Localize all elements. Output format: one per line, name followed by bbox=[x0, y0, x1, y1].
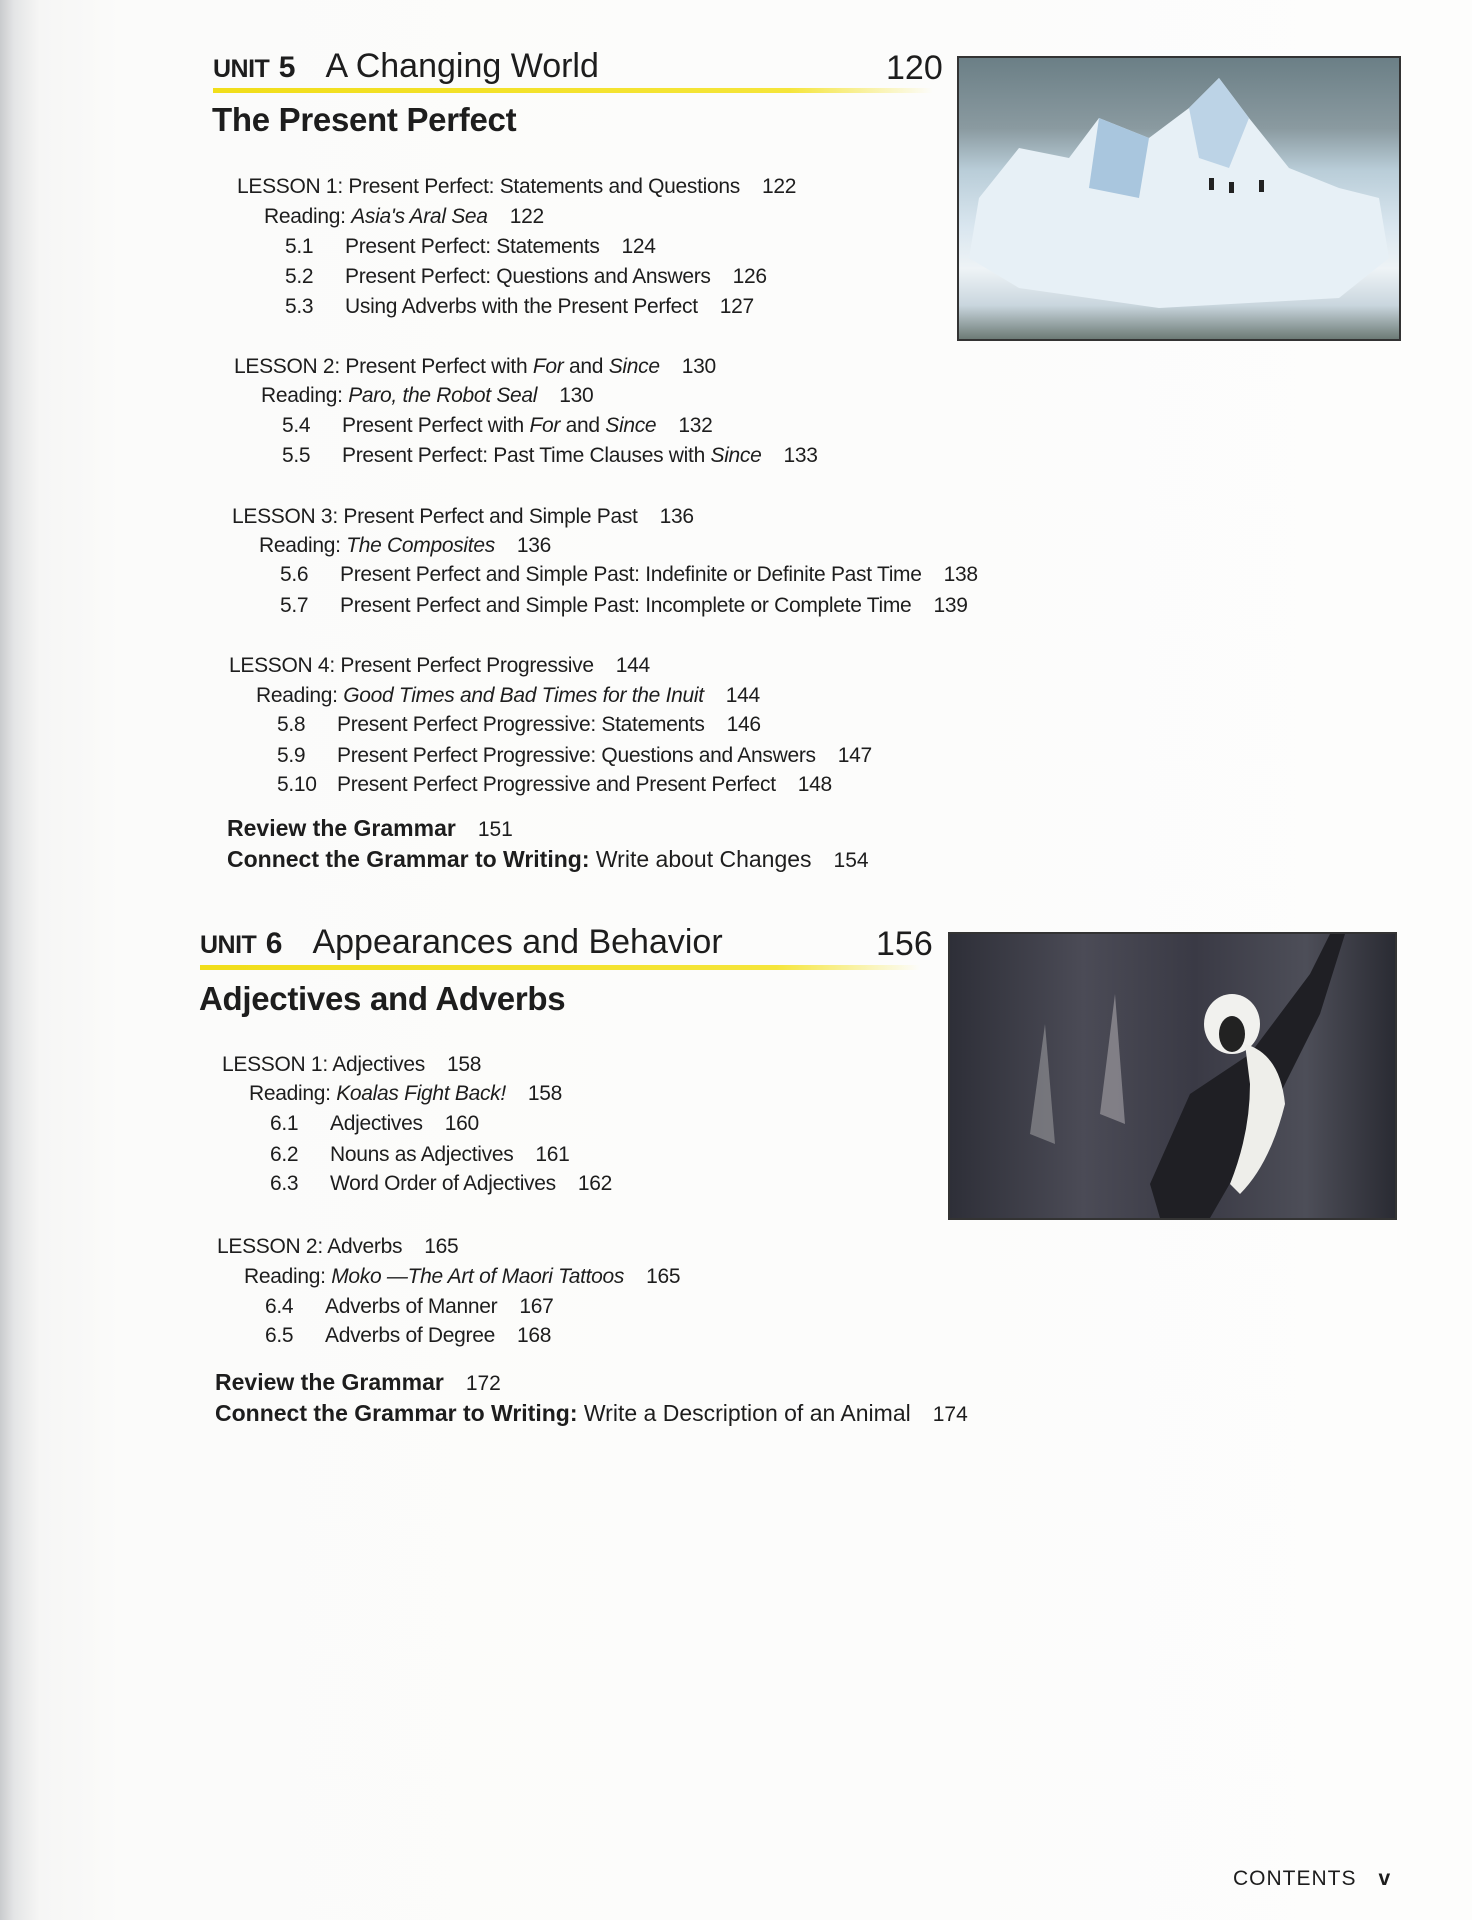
section-entry[interactable] bbox=[277, 743, 872, 769]
page-number: 167 bbox=[519, 1295, 554, 1318]
icebergs-with-penguins-photo bbox=[957, 56, 1401, 341]
section-number: 5.1 bbox=[285, 235, 314, 258]
lesson-heading[interactable] bbox=[232, 504, 694, 530]
reading-entry[interactable] bbox=[264, 204, 544, 230]
page-number: 172 bbox=[465, 1372, 501, 1395]
section-title: Present Perfect Progressive: Statements bbox=[337, 713, 705, 736]
reading-label: Reading: bbox=[264, 205, 346, 228]
lesson-title: Present Perfect: Statements and Questions bbox=[348, 175, 740, 198]
unit-title: A Changing World bbox=[325, 47, 599, 85]
section-entry[interactable] bbox=[285, 234, 656, 260]
section-entry[interactable] bbox=[280, 593, 968, 619]
unit-5-heading bbox=[213, 46, 599, 89]
section-title: Present Perfect: Past Time Clauses with bbox=[342, 444, 711, 467]
page-number: 165 bbox=[646, 1265, 681, 1288]
page-number: 139 bbox=[933, 594, 968, 617]
lemur-on-tree-photo bbox=[948, 932, 1397, 1220]
unit-page: 156 bbox=[876, 925, 933, 963]
page-number: 160 bbox=[444, 1112, 479, 1135]
lesson-label: LESSON 1: bbox=[222, 1053, 328, 1076]
section-title: Using Adverbs with the Present Perfect bbox=[345, 295, 698, 318]
page-number: 133 bbox=[783, 444, 818, 467]
page-number: 146 bbox=[726, 713, 761, 736]
lesson-heading[interactable] bbox=[234, 354, 716, 380]
section-entry[interactable] bbox=[280, 562, 978, 588]
reading-title: Moko —The Art of Maori Tattoos bbox=[331, 1265, 625, 1288]
section-title: Adverbs of Degree bbox=[325, 1324, 495, 1347]
page-number: 132 bbox=[678, 414, 713, 437]
section-title: Present Perfect and Simple Past: Incomplete or Complete Time bbox=[340, 594, 912, 617]
lesson-heading[interactable] bbox=[229, 653, 650, 679]
lesson-heading[interactable] bbox=[237, 174, 796, 200]
section-number: 5.4 bbox=[282, 414, 311, 437]
unit-subtitle: The Present Perfect bbox=[212, 101, 517, 138]
reading-entry[interactable] bbox=[244, 1264, 680, 1290]
connect-label: Connect the Grammar to Writing: bbox=[227, 846, 590, 872]
section-entry[interactable] bbox=[270, 1142, 570, 1168]
page-number: 162 bbox=[577, 1172, 612, 1195]
section-title: Adjectives bbox=[330, 1112, 423, 1135]
unit-6-heading bbox=[200, 922, 723, 965]
section-entry[interactable] bbox=[285, 294, 754, 320]
section-number: 5.10 bbox=[277, 773, 317, 796]
reading-label: Reading: bbox=[249, 1082, 331, 1105]
page-number: 144 bbox=[725, 684, 760, 707]
lesson-label: LESSON 4: bbox=[229, 654, 335, 677]
footer-label: CONTENTS bbox=[1233, 1867, 1357, 1890]
section-number: 5.8 bbox=[277, 713, 306, 736]
connect-title: Write a Description of an Animal bbox=[583, 1400, 911, 1426]
lesson-heading[interactable] bbox=[222, 1052, 481, 1078]
page-number: 158 bbox=[446, 1053, 482, 1076]
page-number: 151 bbox=[477, 818, 513, 841]
reading-label: Reading: bbox=[259, 534, 341, 557]
reading-entry[interactable] bbox=[256, 683, 760, 709]
section-entry[interactable] bbox=[277, 712, 761, 738]
reading-entry[interactable] bbox=[249, 1081, 562, 1107]
section-number: 5.3 bbox=[285, 295, 314, 318]
page-number: 174 bbox=[932, 1403, 968, 1426]
lesson-title: Present Perfect and Simple Past bbox=[343, 505, 638, 528]
page-number: 122 bbox=[762, 175, 797, 198]
section-entry[interactable] bbox=[265, 1323, 551, 1349]
lemur-illustration bbox=[950, 934, 1395, 1218]
page-number: 124 bbox=[621, 235, 656, 258]
section-title: Present Perfect Progressive and Present Perfect bbox=[337, 773, 776, 796]
reading-title: The Composites bbox=[346, 534, 495, 557]
section-number: 5.9 bbox=[277, 744, 306, 767]
reading-title: Good Times and Bad Times for the Inuit bbox=[343, 684, 704, 707]
lesson-label: LESSON 2: bbox=[217, 1235, 323, 1258]
accent-bar bbox=[213, 88, 933, 93]
lesson-title: Present Perfect Progressive bbox=[340, 654, 594, 677]
section-number: 5.5 bbox=[282, 444, 311, 467]
page-number: 148 bbox=[797, 773, 832, 796]
page-number: 161 bbox=[535, 1143, 570, 1166]
lesson-title: and bbox=[563, 355, 609, 378]
unit-label: UNIT bbox=[213, 55, 270, 83]
review-label: Review the Grammar bbox=[227, 815, 456, 841]
section-entry[interactable] bbox=[282, 413, 712, 439]
page-number: 130 bbox=[681, 355, 716, 378]
footer-page-number: v bbox=[1378, 1867, 1392, 1890]
page-number: 136 bbox=[516, 534, 552, 557]
section-title: Adverbs of Manner bbox=[325, 1295, 498, 1318]
section-title: Present Perfect with bbox=[342, 414, 530, 437]
section-number: 6.4 bbox=[265, 1295, 294, 1318]
page-number: 136 bbox=[659, 505, 694, 528]
unit-subtitle: Adjectives and Adverbs bbox=[199, 980, 566, 1017]
lesson-title: Adverbs bbox=[327, 1235, 403, 1258]
section-entry[interactable] bbox=[270, 1111, 479, 1137]
section-title-italic: For bbox=[529, 414, 561, 437]
section-number: 5.7 bbox=[280, 594, 309, 617]
iceberg-illustration bbox=[959, 58, 1399, 339]
section-number: 6.3 bbox=[270, 1172, 299, 1195]
section-title: Present Perfect: Questions and Answers bbox=[345, 265, 711, 288]
page-number: 144 bbox=[615, 654, 650, 677]
page-number: 168 bbox=[517, 1324, 552, 1347]
section-title: and bbox=[560, 414, 606, 437]
page-number: 130 bbox=[559, 384, 594, 407]
lesson-label: LESSON 3: bbox=[232, 505, 338, 528]
reading-label: Reading: bbox=[256, 684, 338, 707]
lesson-title: Adjectives bbox=[332, 1053, 425, 1076]
connect-label: Connect the Grammar to Writing: bbox=[215, 1400, 578, 1426]
unit-label: UNIT bbox=[200, 931, 257, 959]
section-entry[interactable] bbox=[285, 264, 767, 290]
reading-label: Reading: bbox=[244, 1265, 326, 1288]
lesson-title: Present Perfect with bbox=[345, 355, 533, 378]
section-title: Present Perfect: Statements bbox=[345, 235, 600, 258]
section-entry[interactable] bbox=[282, 443, 818, 469]
review-label: Review the Grammar bbox=[215, 1369, 444, 1395]
page-footer bbox=[1233, 1867, 1391, 1891]
section-title-italic: Since bbox=[710, 444, 762, 467]
section-number: 5.6 bbox=[280, 563, 309, 586]
section-number: 6.5 bbox=[265, 1324, 294, 1347]
reading-entry[interactable] bbox=[259, 533, 551, 559]
reading-label: Reading: bbox=[261, 384, 343, 407]
review-entry[interactable] bbox=[215, 1368, 501, 1398]
page-number: 154 bbox=[833, 849, 869, 872]
section-entry[interactable] bbox=[270, 1171, 612, 1197]
lesson-heading[interactable] bbox=[217, 1234, 458, 1260]
reading-title: Asia's Aral Sea bbox=[351, 205, 488, 228]
section-entry[interactable] bbox=[265, 1294, 553, 1320]
accent-bar bbox=[200, 965, 920, 970]
section-title: Present Perfect Progressive: Questions and Answers bbox=[337, 744, 816, 767]
page-number: 147 bbox=[837, 744, 872, 767]
section-title: Nouns as Adjectives bbox=[330, 1143, 514, 1166]
connect-entry[interactable] bbox=[227, 845, 869, 875]
page-number: 126 bbox=[732, 265, 767, 288]
page-number: 158 bbox=[527, 1082, 563, 1105]
section-title: Present Perfect and Simple Past: Indefinite or Definite Past Time bbox=[340, 563, 922, 586]
page-number: 122 bbox=[509, 205, 544, 228]
page-number: 127 bbox=[719, 295, 754, 318]
section-title: Word Order of Adjectives bbox=[330, 1172, 556, 1195]
lesson-title-italic: Since bbox=[608, 355, 660, 378]
unit-number: 5 bbox=[278, 51, 296, 84]
section-number: 6.2 bbox=[270, 1143, 299, 1166]
section-title-italic: Since bbox=[605, 414, 657, 437]
reading-title: Paro, the Robot Seal bbox=[348, 384, 538, 407]
lesson-label: LESSON 2: bbox=[234, 355, 340, 378]
unit-number: 6 bbox=[265, 927, 283, 960]
section-entry[interactable] bbox=[277, 772, 832, 798]
page-number: 165 bbox=[424, 1235, 459, 1258]
section-number: 5.2 bbox=[285, 265, 314, 288]
connect-entry[interactable] bbox=[215, 1399, 968, 1429]
unit-page: 120 bbox=[886, 49, 943, 87]
lesson-label: LESSON 1: bbox=[237, 175, 343, 198]
review-entry[interactable] bbox=[227, 814, 513, 844]
lesson-title-italic: For bbox=[532, 355, 564, 378]
page-number: 138 bbox=[943, 563, 978, 586]
connect-title: Write about Changes bbox=[595, 846, 812, 872]
unit-title: Appearances and Behavior bbox=[312, 923, 723, 961]
section-number: 6.1 bbox=[270, 1112, 299, 1135]
reading-entry[interactable] bbox=[261, 383, 593, 409]
reading-title: Koalas Fight Back! bbox=[336, 1082, 506, 1105]
